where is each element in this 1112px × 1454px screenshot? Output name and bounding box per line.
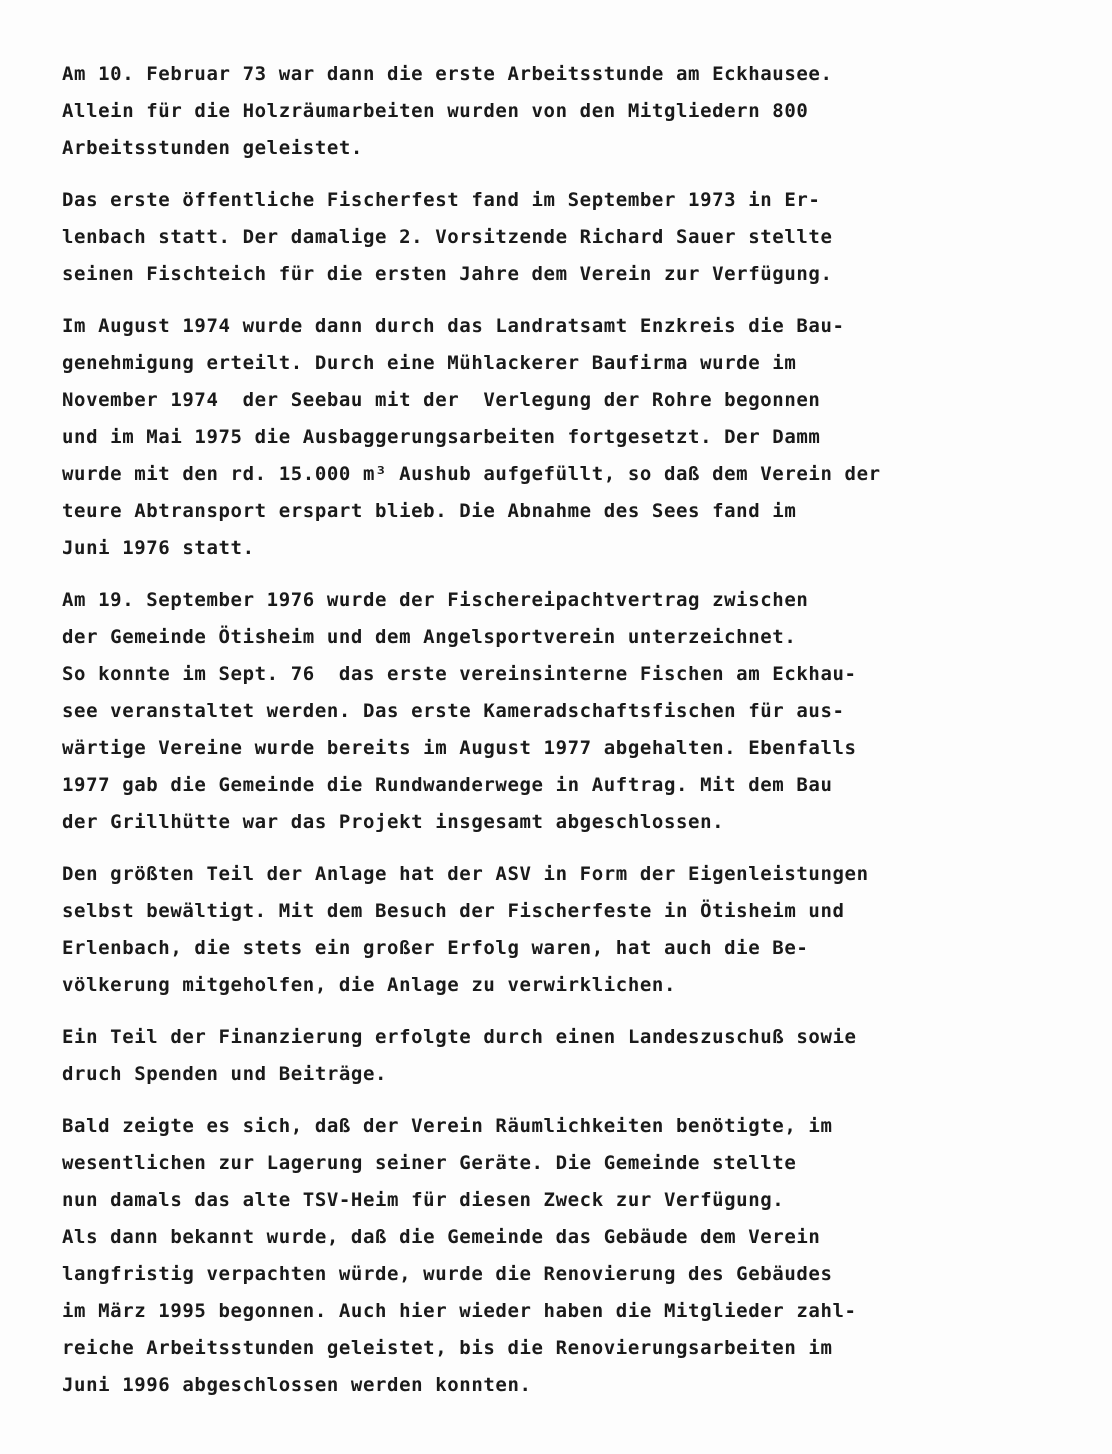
paragraph-3 <box>62 308 1102 567</box>
text-line: druch Spenden und Beiträge. <box>62 1063 388 1085</box>
text-line: wärtige Vereine wurde bereits im August 1977 abgehalten. Ebenfalls <box>62 737 857 759</box>
text-line: genehmigung erteilt. Durch eine Mühlackerer Baufirma wurde im <box>62 352 797 374</box>
text-line: Bald zeigte es sich, daß der Verein Räumlichkeiten benötigte, im <box>62 1115 833 1137</box>
text-line: 1977 gab die Gemeinde die Rundwanderwege in Auftrag. Mit dem Bau <box>62 774 833 796</box>
text-line: wesentlichen zur Lagerung seiner Geräte. Die Gemeinde stellte <box>62 1152 797 1174</box>
text-line: reiche Arbeitsstunden geleistet, bis die Renovierungsarbeiten im <box>62 1337 833 1359</box>
text-line: So konnte im Sept. 76 das erste vereinsinterne Fischen am Eckhau- <box>62 663 857 685</box>
text-line: wurde mit den rd. 15.000 m³ Aushub aufgefüllt, so daß dem Verein der <box>62 463 881 485</box>
paragraph-4 <box>62 582 1102 841</box>
text-line: Als dann bekannt wurde, daß die Gemeinde das Gebäude dem Verein <box>62 1226 821 1248</box>
text-line: see veranstaltet werden. Das erste Kameradschaftsfischen für aus- <box>62 700 845 722</box>
text-line: teure Abtransport erspart blieb. Die Abnahme des Sees fand im <box>62 500 797 522</box>
text-line: nun damals das alte TSV-Heim für diesen Zweck zur Verfügung. <box>62 1189 785 1211</box>
text-line: Ein Teil der Finanzierung erfolgte durch einen Landeszuschuß sowie <box>62 1026 857 1048</box>
text-line: Am 19. September 1976 wurde der Fischereipachtvertrag zwischen <box>62 589 809 611</box>
text-line: Den größten Teil der Anlage hat der ASV in Form der Eigenleistungen <box>62 863 869 885</box>
text-line: November 1974 der Seebau mit der Verlegung der Rohre begonnen <box>62 389 821 411</box>
paragraph-7 <box>62 1108 1102 1404</box>
paragraph-2 <box>62 182 1102 293</box>
text-line: Das erste öffentliche Fischerfest fand im September 1973 in Er- <box>62 189 821 211</box>
text-line: der Grillhütte war das Projekt insgesamt abgeschlossen. <box>62 811 725 833</box>
document-body <box>62 56 1102 1419</box>
text-line: langfristig verpachten würde, wurde die Renovierung des Gebäudes <box>62 1263 833 1285</box>
text-line: Juni 1996 abgeschlossen werden konnten. <box>62 1374 532 1396</box>
paragraph-5 <box>62 856 1102 1004</box>
text-line: im März 1995 begonnen. Auch hier wieder haben die Mitglieder zahl- <box>62 1300 857 1322</box>
paragraph-1 <box>62 56 1102 167</box>
text-line: Erlenbach, die stets ein großer Erfolg waren, hat auch die Be- <box>62 937 809 959</box>
text-line: der Gemeinde Ötisheim und dem Angelsportverein unterzeichnet. <box>62 626 797 648</box>
paragraph-6 <box>62 1019 1102 1093</box>
text-line: Allein für die Holzräumarbeiten wurden von den Mitgliedern 800 <box>62 100 809 122</box>
text-line: selbst bewältigt. Mit dem Besuch der Fischerfeste in Ötisheim und <box>62 900 845 922</box>
text-line: völkerung mitgeholfen, die Anlage zu verwirklichen. <box>62 974 676 996</box>
text-line: lenbach statt. Der damalige 2. Vorsitzende Richard Sauer stellte <box>62 226 833 248</box>
text-line: Am 10. Februar 73 war dann die erste Arbeitsstunde am Eckhausee. <box>62 63 833 85</box>
text-line: Im August 1974 wurde dann durch das Landratsamt Enzkreis die Bau- <box>62 315 845 337</box>
text-line: und im Mai 1975 die Ausbaggerungsarbeiten fortgesetzt. Der Damm <box>62 426 821 448</box>
text-line: Juni 1976 statt. <box>62 537 255 559</box>
text-line: seinen Fischteich für die ersten Jahre dem Verein zur Verfügung. <box>62 263 833 285</box>
text-line: Arbeitsstunden geleistet. <box>62 137 363 159</box>
